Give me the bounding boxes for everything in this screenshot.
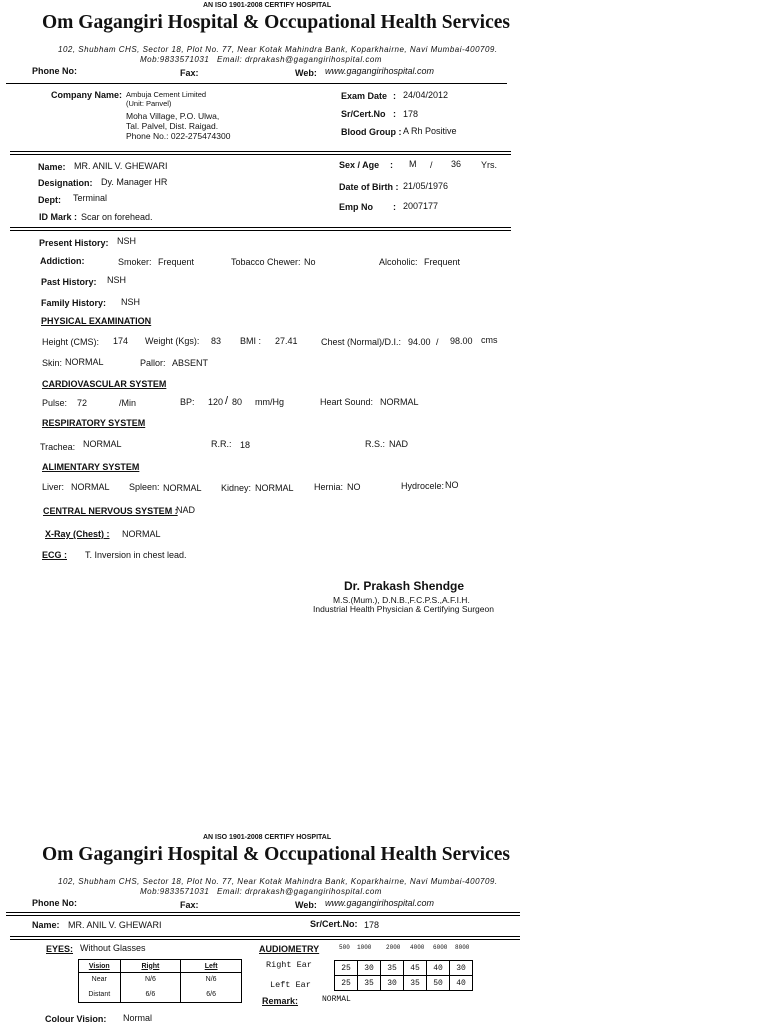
cns-header: CENTRAL NERVOUS SYSTEM : xyxy=(43,506,178,516)
bp-systolic: 120 xyxy=(208,397,224,407)
spleen: NORMAL xyxy=(163,483,202,493)
hydrocele: NO xyxy=(445,480,459,490)
pulse: 72 xyxy=(77,398,88,408)
id-mark-label: ID Mark : xyxy=(39,212,78,222)
colon: : xyxy=(393,109,396,119)
company-name: Ambuja Cement Limited xyxy=(126,90,207,99)
eyes-label: EYES: xyxy=(46,944,74,954)
physical-exam-header: PHYSICAL EXAMINATION xyxy=(41,316,152,326)
pulse-unit: /Min xyxy=(119,398,137,408)
past-history: NSH xyxy=(107,275,127,285)
web-link[interactable]: www.gagangirihospital.com xyxy=(325,898,435,908)
right-ear-value: 30 xyxy=(358,961,381,976)
family-history: NSH xyxy=(121,297,141,307)
iso-certification: AN ISO 1901-2008 CERTIFY HOSPITAL xyxy=(203,2,332,9)
fax-label: Fax: xyxy=(180,900,199,910)
id-mark: Scar on forehead. xyxy=(81,212,153,222)
hospital-mobile: Mob:9833571031 xyxy=(140,55,210,64)
bp-label: BP: xyxy=(180,397,195,407)
chest-unit: cms xyxy=(481,335,498,345)
doctor-name: Dr. Prakash Shendge xyxy=(344,579,465,593)
weight-label: Weight (Kgs): xyxy=(145,336,200,346)
pallor-label: Pallor: xyxy=(140,358,166,368)
hernia: NO xyxy=(347,482,361,492)
spleen-label: Spleen: xyxy=(129,482,160,492)
audiometry-label: AUDIOMETRY xyxy=(259,944,320,954)
left-ear-value: 35 xyxy=(358,976,381,991)
cert-no: 178 xyxy=(403,109,419,119)
phone-label: Phone No: xyxy=(32,898,77,908)
freq-8000: 8000 xyxy=(455,944,470,951)
right-eye-header: Right xyxy=(120,960,181,973)
sex-age-separator: / xyxy=(430,160,433,170)
trachea-label: Trachea: xyxy=(40,442,76,452)
divider xyxy=(10,151,511,155)
patient-name: MR. ANIL V. GHEWARI xyxy=(68,920,162,930)
present-history-label: Present History: xyxy=(39,238,109,248)
audiometry-table xyxy=(334,960,473,991)
respiratory-header: RESPIRATORY SYSTEM xyxy=(42,418,146,428)
alcoholic-label: Alcoholic: xyxy=(379,257,418,267)
hospital-mobile: Mob:9833571031 xyxy=(140,887,210,896)
blood-group: A Rh Positive xyxy=(403,126,457,136)
bp-separator: / xyxy=(225,395,229,407)
liver: NORMAL xyxy=(71,482,110,492)
addiction-label: Addiction: xyxy=(40,256,85,266)
cardiovascular-header: CARDIOVASCULAR SYSTEM xyxy=(42,379,167,389)
left-ear-value: 25 xyxy=(335,976,358,991)
emp-no-label: Emp No xyxy=(339,202,374,212)
left-eye-header: Left xyxy=(181,960,242,973)
bmi-label: BMI : xyxy=(240,336,262,346)
hospital-address: 102, Shubham CHS, Sector 18, Plot No. 77, Near Kotak Mahindra Bank, Koparkhairne, Navi Mumbai-400709. xyxy=(58,45,498,54)
present-history: NSH xyxy=(117,236,137,246)
smoker-label: Smoker: xyxy=(118,257,152,267)
colour-vision-label: Colour Vision: xyxy=(45,1014,107,1024)
hospital-address: 102, Shubham CHS, Sector 18, Plot No. 77, Near Kotak Mahindra Bank, Koparkhairne, Navi Mumbai-400709. xyxy=(58,877,498,886)
right-ear-value: 35 xyxy=(381,961,404,976)
exam-date-label: Exam Date xyxy=(341,91,388,101)
right-ear-value: 25 xyxy=(335,961,358,976)
kidney-label: Kidney: xyxy=(221,483,252,493)
web-link[interactable]: www.gagangirihospital.com xyxy=(325,66,435,76)
vision-right-value: N/6 xyxy=(120,973,181,987)
chest-normal: 94.00 xyxy=(408,337,431,347)
chest-di: 98.00 xyxy=(450,336,473,346)
vision-row-label: Distant xyxy=(79,987,121,1003)
alimentary-header: ALIMENTARY SYSTEM xyxy=(42,462,140,472)
vision-header: Vision xyxy=(79,960,121,973)
patient-name: MR. ANIL V. GHEWARI xyxy=(74,161,168,171)
smoker: Frequent xyxy=(158,257,195,267)
vision-left-value: 6/6 xyxy=(181,987,242,1003)
freq-2000: 2000 xyxy=(386,944,401,951)
doctor-qualification: M.S.(Mum.), D.N.B.,F.C.P.S.,A.F.I.H. xyxy=(333,595,470,605)
vision-table xyxy=(78,959,242,1003)
tobacco-label: Tobacco Chewer: xyxy=(231,257,301,267)
bmi: 27.41 xyxy=(275,336,298,346)
cert-no-label: Sr/Cert.No: xyxy=(310,919,358,929)
xray-label: X-Ray (Chest) : xyxy=(45,529,110,539)
chest-label: Chest (Normal)/D.I.: xyxy=(321,337,402,347)
ecg-value: T. Inversion in chest lead. xyxy=(85,550,187,560)
cns-value: NAD xyxy=(176,505,196,515)
cert-no-label: Sr/Cert.No xyxy=(341,109,386,119)
colon: : xyxy=(393,202,396,212)
dob: 21/05/1976 xyxy=(403,181,449,191)
fax-label: Fax: xyxy=(180,68,199,78)
trachea: NORMAL xyxy=(83,439,122,449)
ecg-label: ECG : xyxy=(42,550,68,560)
rr-label: R.R.: xyxy=(211,439,232,449)
freq-6000: 6000 xyxy=(433,944,448,951)
table-row xyxy=(335,976,473,991)
rs: NAD xyxy=(389,439,409,449)
height-label: Height (CMS): xyxy=(42,337,100,347)
dept: Terminal xyxy=(73,193,108,203)
rr: 18 xyxy=(240,440,251,450)
right-ear-label: Right Ear xyxy=(266,960,312,970)
divider xyxy=(10,227,511,231)
emp-no: 2007177 xyxy=(403,201,439,211)
exam-date: 24/04/2012 xyxy=(403,90,449,100)
hernia-label: Hernia: xyxy=(314,482,344,492)
freq-1000: 1000 xyxy=(357,944,372,951)
iso-certification: AN ISO 1901-2008 CERTIFY HOSPITAL xyxy=(203,834,332,841)
tobacco: No xyxy=(304,257,316,267)
company-address-1: Moha Village, P.O. Ulwa, xyxy=(126,111,220,121)
hydrocele-label: Hydrocele: xyxy=(401,481,445,491)
designation-label: Designation: xyxy=(38,178,93,188)
freq-4000: 4000 xyxy=(410,944,425,951)
colon: : xyxy=(393,91,396,101)
vision-right-value: 6/6 xyxy=(120,987,181,1003)
hospital-title: Om Gagangiri Hospital & Occupational Health Services xyxy=(42,844,510,865)
right-ear-value: 40 xyxy=(427,961,450,976)
name-label: Name: xyxy=(38,162,66,172)
sex-age-label: Sex / Age xyxy=(339,160,380,170)
web-label: Web: xyxy=(295,900,317,910)
name-label: Name: xyxy=(32,920,60,930)
divider xyxy=(6,912,520,916)
bp-unit: mm/Hg xyxy=(255,397,284,407)
right-ear-value: 45 xyxy=(404,961,427,976)
height: 174 xyxy=(113,336,129,346)
left-ear-value: 35 xyxy=(404,976,427,991)
rs-label: R.S.: xyxy=(365,439,386,449)
remark-label: Remark: xyxy=(262,996,299,1006)
family-history-label: Family History: xyxy=(41,298,107,308)
age-unit: Yrs. xyxy=(481,160,498,170)
liver-label: Liver: xyxy=(42,482,65,492)
heart-sound: NORMAL xyxy=(380,397,419,407)
bp-diastolic: 80 xyxy=(232,397,243,407)
weight: 83 xyxy=(211,336,222,346)
divider xyxy=(6,83,507,84)
left-ear-value: 50 xyxy=(427,976,450,991)
table-row xyxy=(335,961,473,976)
dob-label: Date of Birth : xyxy=(339,182,399,192)
vision-row-label: Near xyxy=(79,973,121,987)
xray-value: NORMAL xyxy=(122,529,161,539)
table-row xyxy=(79,987,242,1003)
hospital-title: Om Gagangiri Hospital & Occupational Health Services xyxy=(42,12,510,33)
freq-500: 500 xyxy=(339,944,350,951)
kidney: NORMAL xyxy=(255,483,294,493)
vision-left-value: N/6 xyxy=(181,973,242,987)
sex: M xyxy=(409,159,417,169)
right-ear-value: 30 xyxy=(450,961,473,976)
pulse-label: Pulse: xyxy=(42,398,68,408)
company-label: Company Name: xyxy=(51,90,123,100)
company-phone: Phone No.: 022-275474300 xyxy=(126,131,231,141)
alcoholic: Frequent xyxy=(424,257,461,267)
divider xyxy=(10,936,520,940)
left-ear-value: 40 xyxy=(450,976,473,991)
age: 36 xyxy=(451,159,462,169)
colon: : xyxy=(390,160,393,170)
left-ear-value: 30 xyxy=(381,976,404,991)
heart-sound-label: Heart Sound: xyxy=(320,397,374,407)
web-label: Web: xyxy=(295,68,317,78)
blood-group-label: Blood Group : xyxy=(341,127,402,137)
company-unit: (Unit: Panvel) xyxy=(126,99,172,108)
company-address-2: Tal. Palvel, Dist. Raigad. xyxy=(126,121,219,131)
skin-label: Skin: xyxy=(42,358,63,368)
dept-label: Dept: xyxy=(38,195,61,205)
past-history-label: Past History: xyxy=(41,277,97,287)
remark-value: NORMAL xyxy=(322,995,351,1004)
chest-separator: / xyxy=(436,337,439,347)
table-row xyxy=(79,973,242,987)
skin: NORMAL xyxy=(65,357,104,367)
colour-vision: Normal xyxy=(123,1013,153,1023)
designation: Dy. Manager HR xyxy=(101,177,168,187)
hospital-email: Email: drprakash@gagangirihospital.com xyxy=(217,55,382,64)
cert-no: 178 xyxy=(364,920,380,930)
hospital-email: Email: drprakash@gagangirihospital.com xyxy=(217,887,382,896)
pallor: ABSENT xyxy=(172,358,209,368)
phone-label: Phone No: xyxy=(32,66,77,76)
doctor-title: Industrial Health Physician & Certifying Surgeon xyxy=(313,604,494,614)
eyes-value: Without Glasses xyxy=(80,943,146,953)
left-ear-label: Left Ear xyxy=(270,980,311,990)
